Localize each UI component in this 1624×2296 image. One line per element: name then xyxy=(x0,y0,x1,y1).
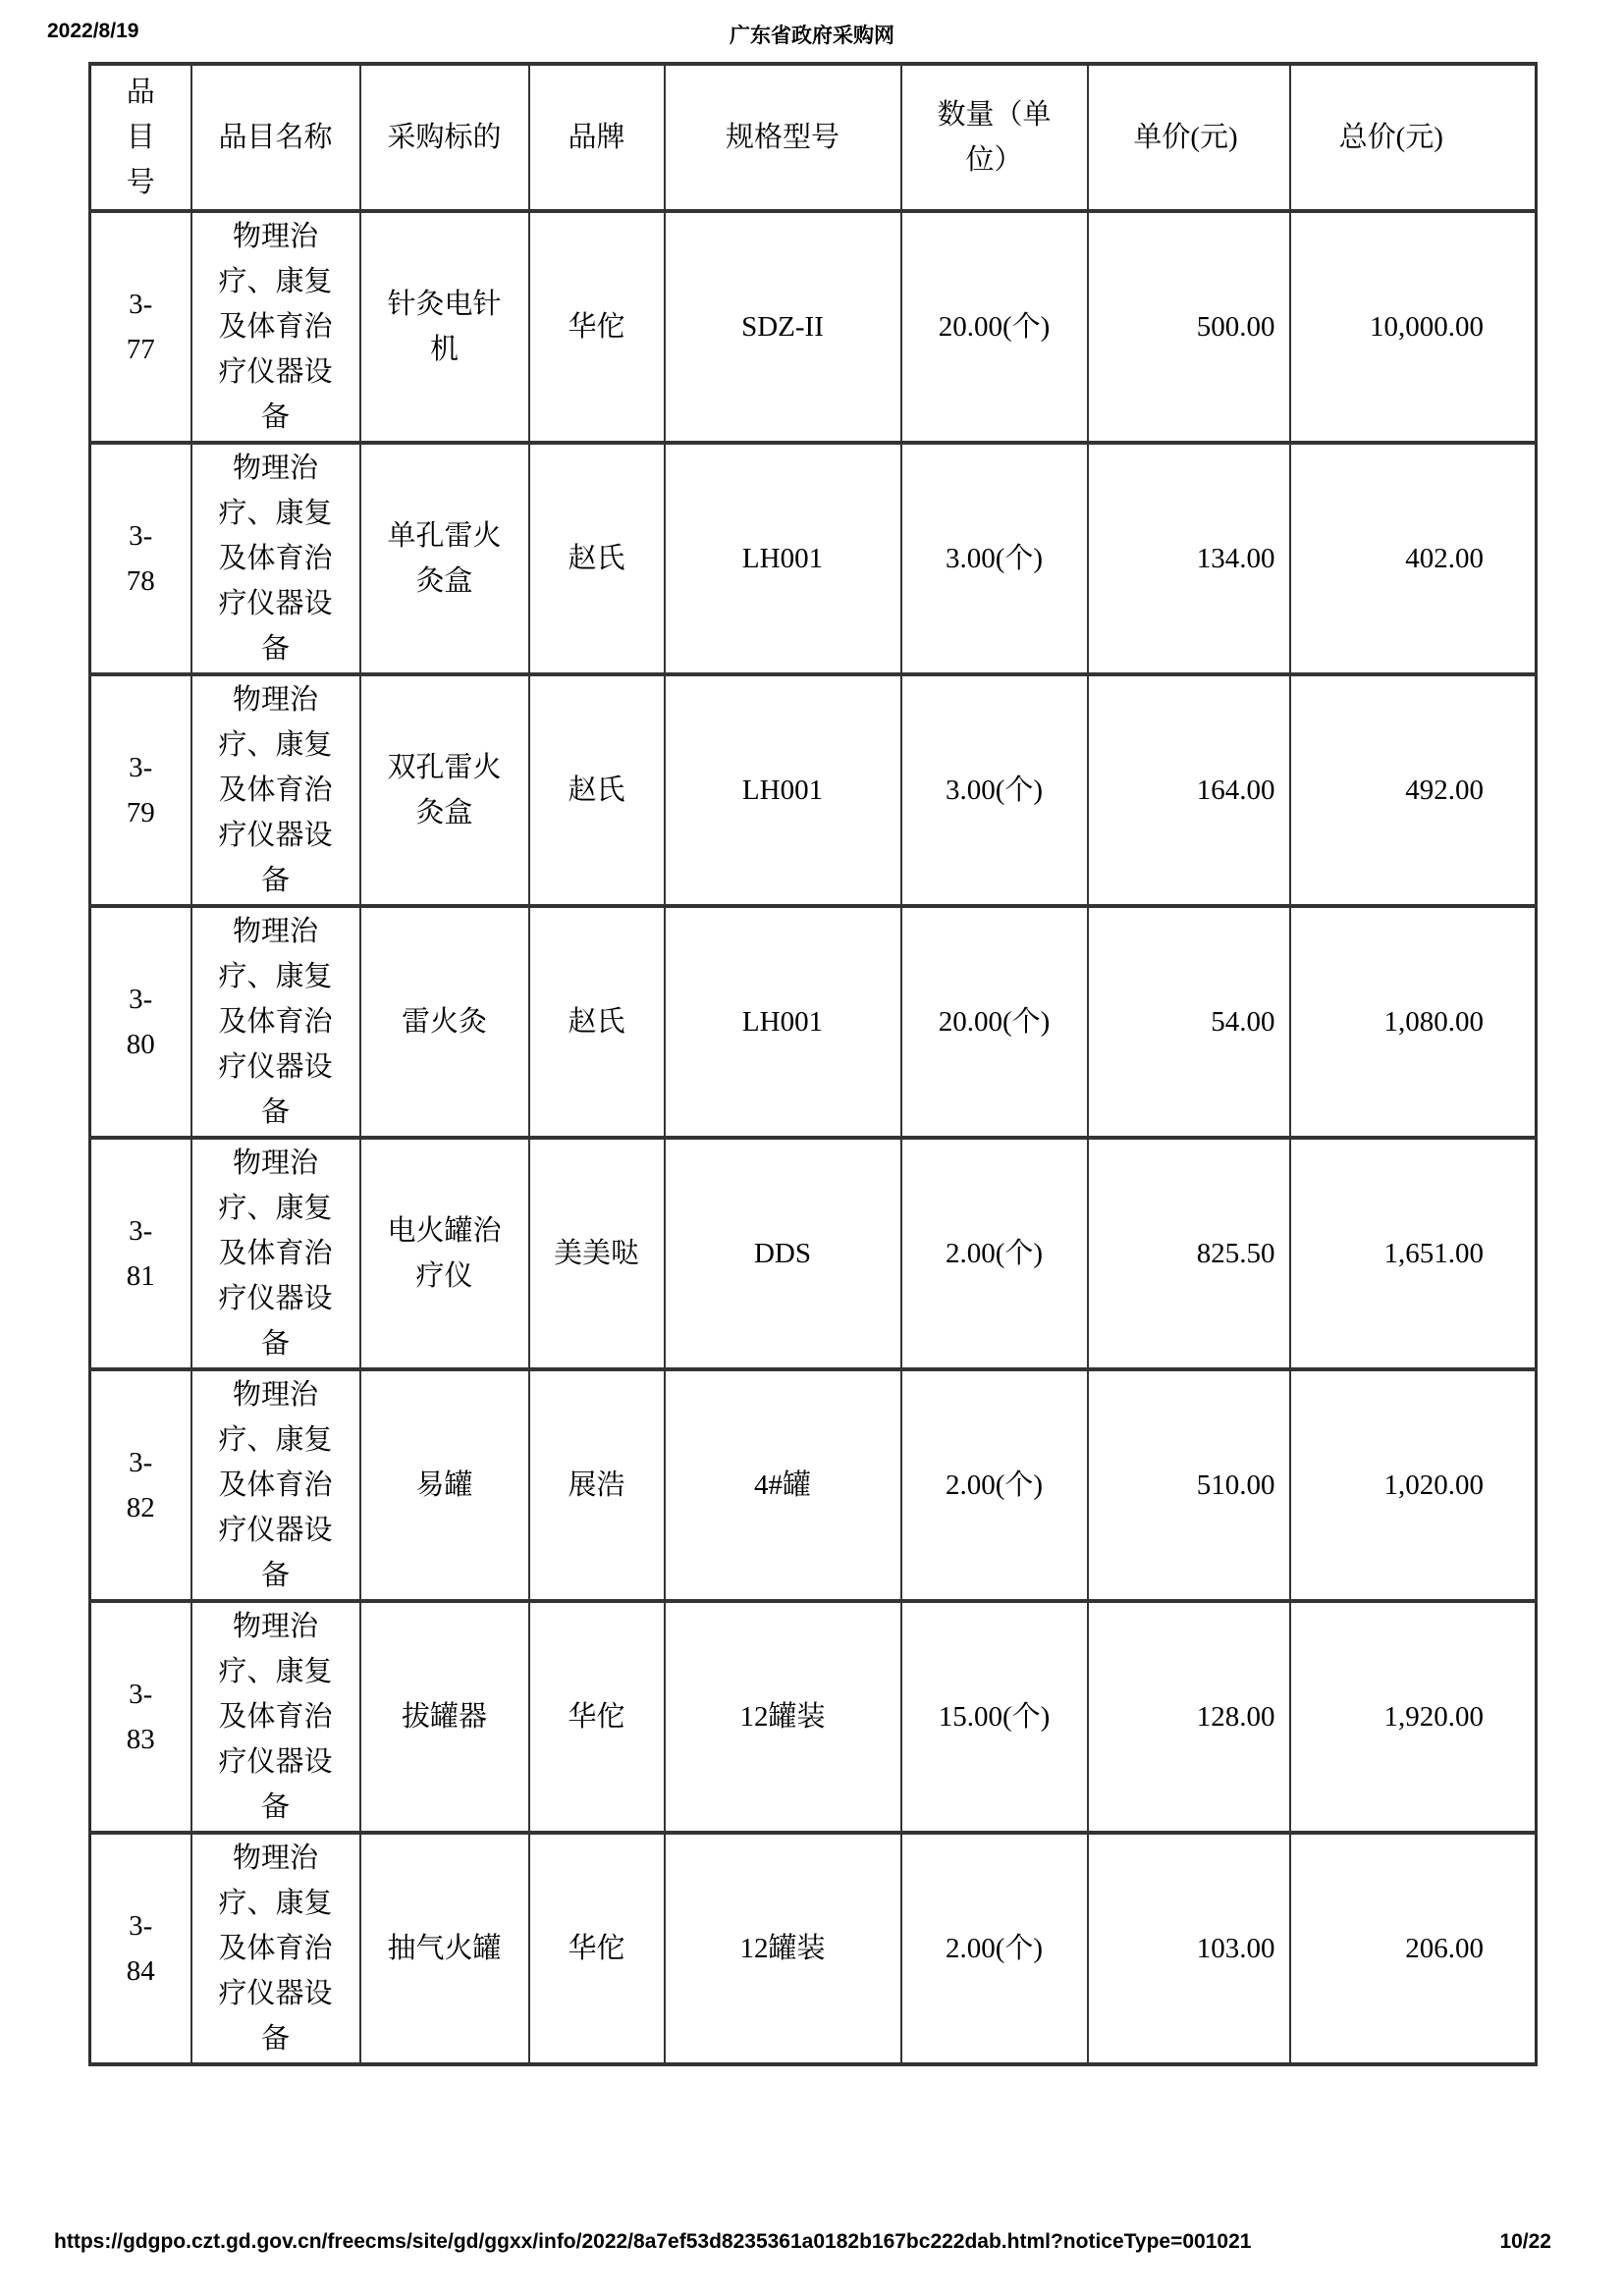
cell-brand: 赵氏 xyxy=(529,443,665,674)
cell-quantity: 15.00(个) xyxy=(901,1601,1088,1833)
cell-subject: 抽气火罐 xyxy=(360,1833,529,2064)
cell-item-name: 物理治疗、康复及体育治疗仪器设备 xyxy=(191,1833,360,2064)
column-header-subject: 采购标的 xyxy=(360,64,529,211)
cell-unit-price: 500.00 xyxy=(1088,211,1290,443)
cell-subject: 针灸电针机 xyxy=(360,211,529,443)
cell-item-name: 物理治疗、康复及体育治疗仪器设备 xyxy=(191,211,360,443)
cell-unit-price: 510.00 xyxy=(1088,1369,1290,1601)
cell-total-price: 492.00 xyxy=(1290,674,1537,906)
cell-quantity: 2.00(个) xyxy=(901,1369,1088,1601)
cell-item-name: 物理治疗、康复及体育治疗仪器设备 xyxy=(191,674,360,906)
cell-total-price: 10,000.00 xyxy=(1290,211,1537,443)
cell-total-price: 206.00 xyxy=(1290,1833,1537,2064)
cell-total-price: 1,651.00 xyxy=(1290,1138,1537,1369)
cell-item-no: 3-84 xyxy=(90,1833,191,2064)
cell-total-price: 1,080.00 xyxy=(1290,906,1537,1138)
cell-quantity: 3.00(个) xyxy=(901,443,1088,674)
cell-brand: 华佗 xyxy=(529,1601,665,1833)
cell-brand: 赵氏 xyxy=(529,674,665,906)
cell-spec: DDS xyxy=(665,1138,901,1369)
cell-spec: LH001 xyxy=(665,674,901,906)
cell-unit-price: 128.00 xyxy=(1088,1601,1290,1833)
table-row xyxy=(90,1601,1537,1833)
cell-subject: 单孔雷火灸盒 xyxy=(360,443,529,674)
table-row xyxy=(90,1369,1537,1601)
cell-subject: 易罐 xyxy=(360,1369,529,1601)
cell-subject: 拔罐器 xyxy=(360,1601,529,1833)
table-row xyxy=(90,906,1537,1138)
cell-quantity: 20.00(个) xyxy=(901,906,1088,1138)
table-row xyxy=(90,1833,1537,2064)
cell-total-price: 1,920.00 xyxy=(1290,1601,1537,1833)
column-header-spec: 规格型号 xyxy=(665,64,901,211)
cell-item-name: 物理治疗、康复及体育治疗仪器设备 xyxy=(191,443,360,674)
cell-spec: 4#罐 xyxy=(665,1369,901,1601)
cell-spec: LH001 xyxy=(665,906,901,1138)
print-date: 2022/8/19 xyxy=(47,20,139,42)
table-row xyxy=(90,1138,1537,1369)
page-number: 10/22 xyxy=(1499,2230,1551,2253)
cell-unit-price: 54.00 xyxy=(1088,906,1290,1138)
column-header-quantity: 数量（单位） xyxy=(901,64,1088,211)
cell-unit-price: 825.50 xyxy=(1088,1138,1290,1369)
cell-item-name: 物理治疗、康复及体育治疗仪器设备 xyxy=(191,1601,360,1833)
cell-brand: 赵氏 xyxy=(529,906,665,1138)
column-header-item-no: 品目号 xyxy=(90,64,191,211)
cell-unit-price: 164.00 xyxy=(1088,674,1290,906)
cell-item-name: 物理治疗、康复及体育治疗仪器设备 xyxy=(191,1138,360,1369)
cell-brand: 华佗 xyxy=(529,1833,665,2064)
cell-total-price: 1,020.00 xyxy=(1290,1369,1537,1601)
column-header-total-price: 总价(元) xyxy=(1290,64,1537,211)
table-header-row xyxy=(90,64,1537,211)
cell-spec: 12罐装 xyxy=(665,1601,901,1833)
table-row xyxy=(90,443,1537,674)
cell-quantity: 20.00(个) xyxy=(901,211,1088,443)
cell-quantity: 2.00(个) xyxy=(901,1833,1088,2064)
procurement-items-table xyxy=(88,62,1538,2066)
cell-subject: 双孔雷火灸盒 xyxy=(360,674,529,906)
cell-item-no: 3-82 xyxy=(90,1369,191,1601)
cell-spec: SDZ-II xyxy=(665,211,901,443)
cell-subject: 电火罐治疗仪 xyxy=(360,1138,529,1369)
site-title: 广东省政府采购网 xyxy=(730,25,894,47)
cell-quantity: 2.00(个) xyxy=(901,1138,1088,1369)
cell-total-price: 402.00 xyxy=(1290,443,1537,674)
column-header-item-name: 品目名称 xyxy=(191,64,360,211)
cell-item-no: 3-80 xyxy=(90,906,191,1138)
cell-spec: LH001 xyxy=(665,443,901,674)
cell-quantity: 3.00(个) xyxy=(901,674,1088,906)
cell-item-no: 3-78 xyxy=(90,443,191,674)
cell-item-no: 3-79 xyxy=(90,674,191,906)
cell-item-name: 物理治疗、康复及体育治疗仪器设备 xyxy=(191,1369,360,1601)
cell-brand: 展浩 xyxy=(529,1369,665,1601)
cell-brand: 华佗 xyxy=(529,211,665,443)
cell-subject: 雷火灸 xyxy=(360,906,529,1138)
cell-brand: 美美哒 xyxy=(529,1138,665,1369)
cell-unit-price: 103.00 xyxy=(1088,1833,1290,2064)
column-header-unit-price: 单价(元) xyxy=(1088,64,1290,211)
cell-unit-price: 134.00 xyxy=(1088,443,1290,674)
cell-item-no: 3-83 xyxy=(90,1601,191,1833)
column-header-brand: 品牌 xyxy=(529,64,665,211)
cell-spec: 12罐装 xyxy=(665,1833,901,2064)
cell-item-no: 3-81 xyxy=(90,1138,191,1369)
source-url: https://gdgpo.czt.gd.gov.cn/freecms/site/gd/ggxx/info/2022/8a7ef53d8235361a0182b167bc222dab.html?noticeType=001021 xyxy=(54,2230,1252,2253)
cell-item-name: 物理治疗、康复及体育治疗仪器设备 xyxy=(191,906,360,1138)
table-row xyxy=(90,211,1537,443)
cell-item-no: 3-77 xyxy=(90,211,191,443)
table-row xyxy=(90,674,1537,906)
